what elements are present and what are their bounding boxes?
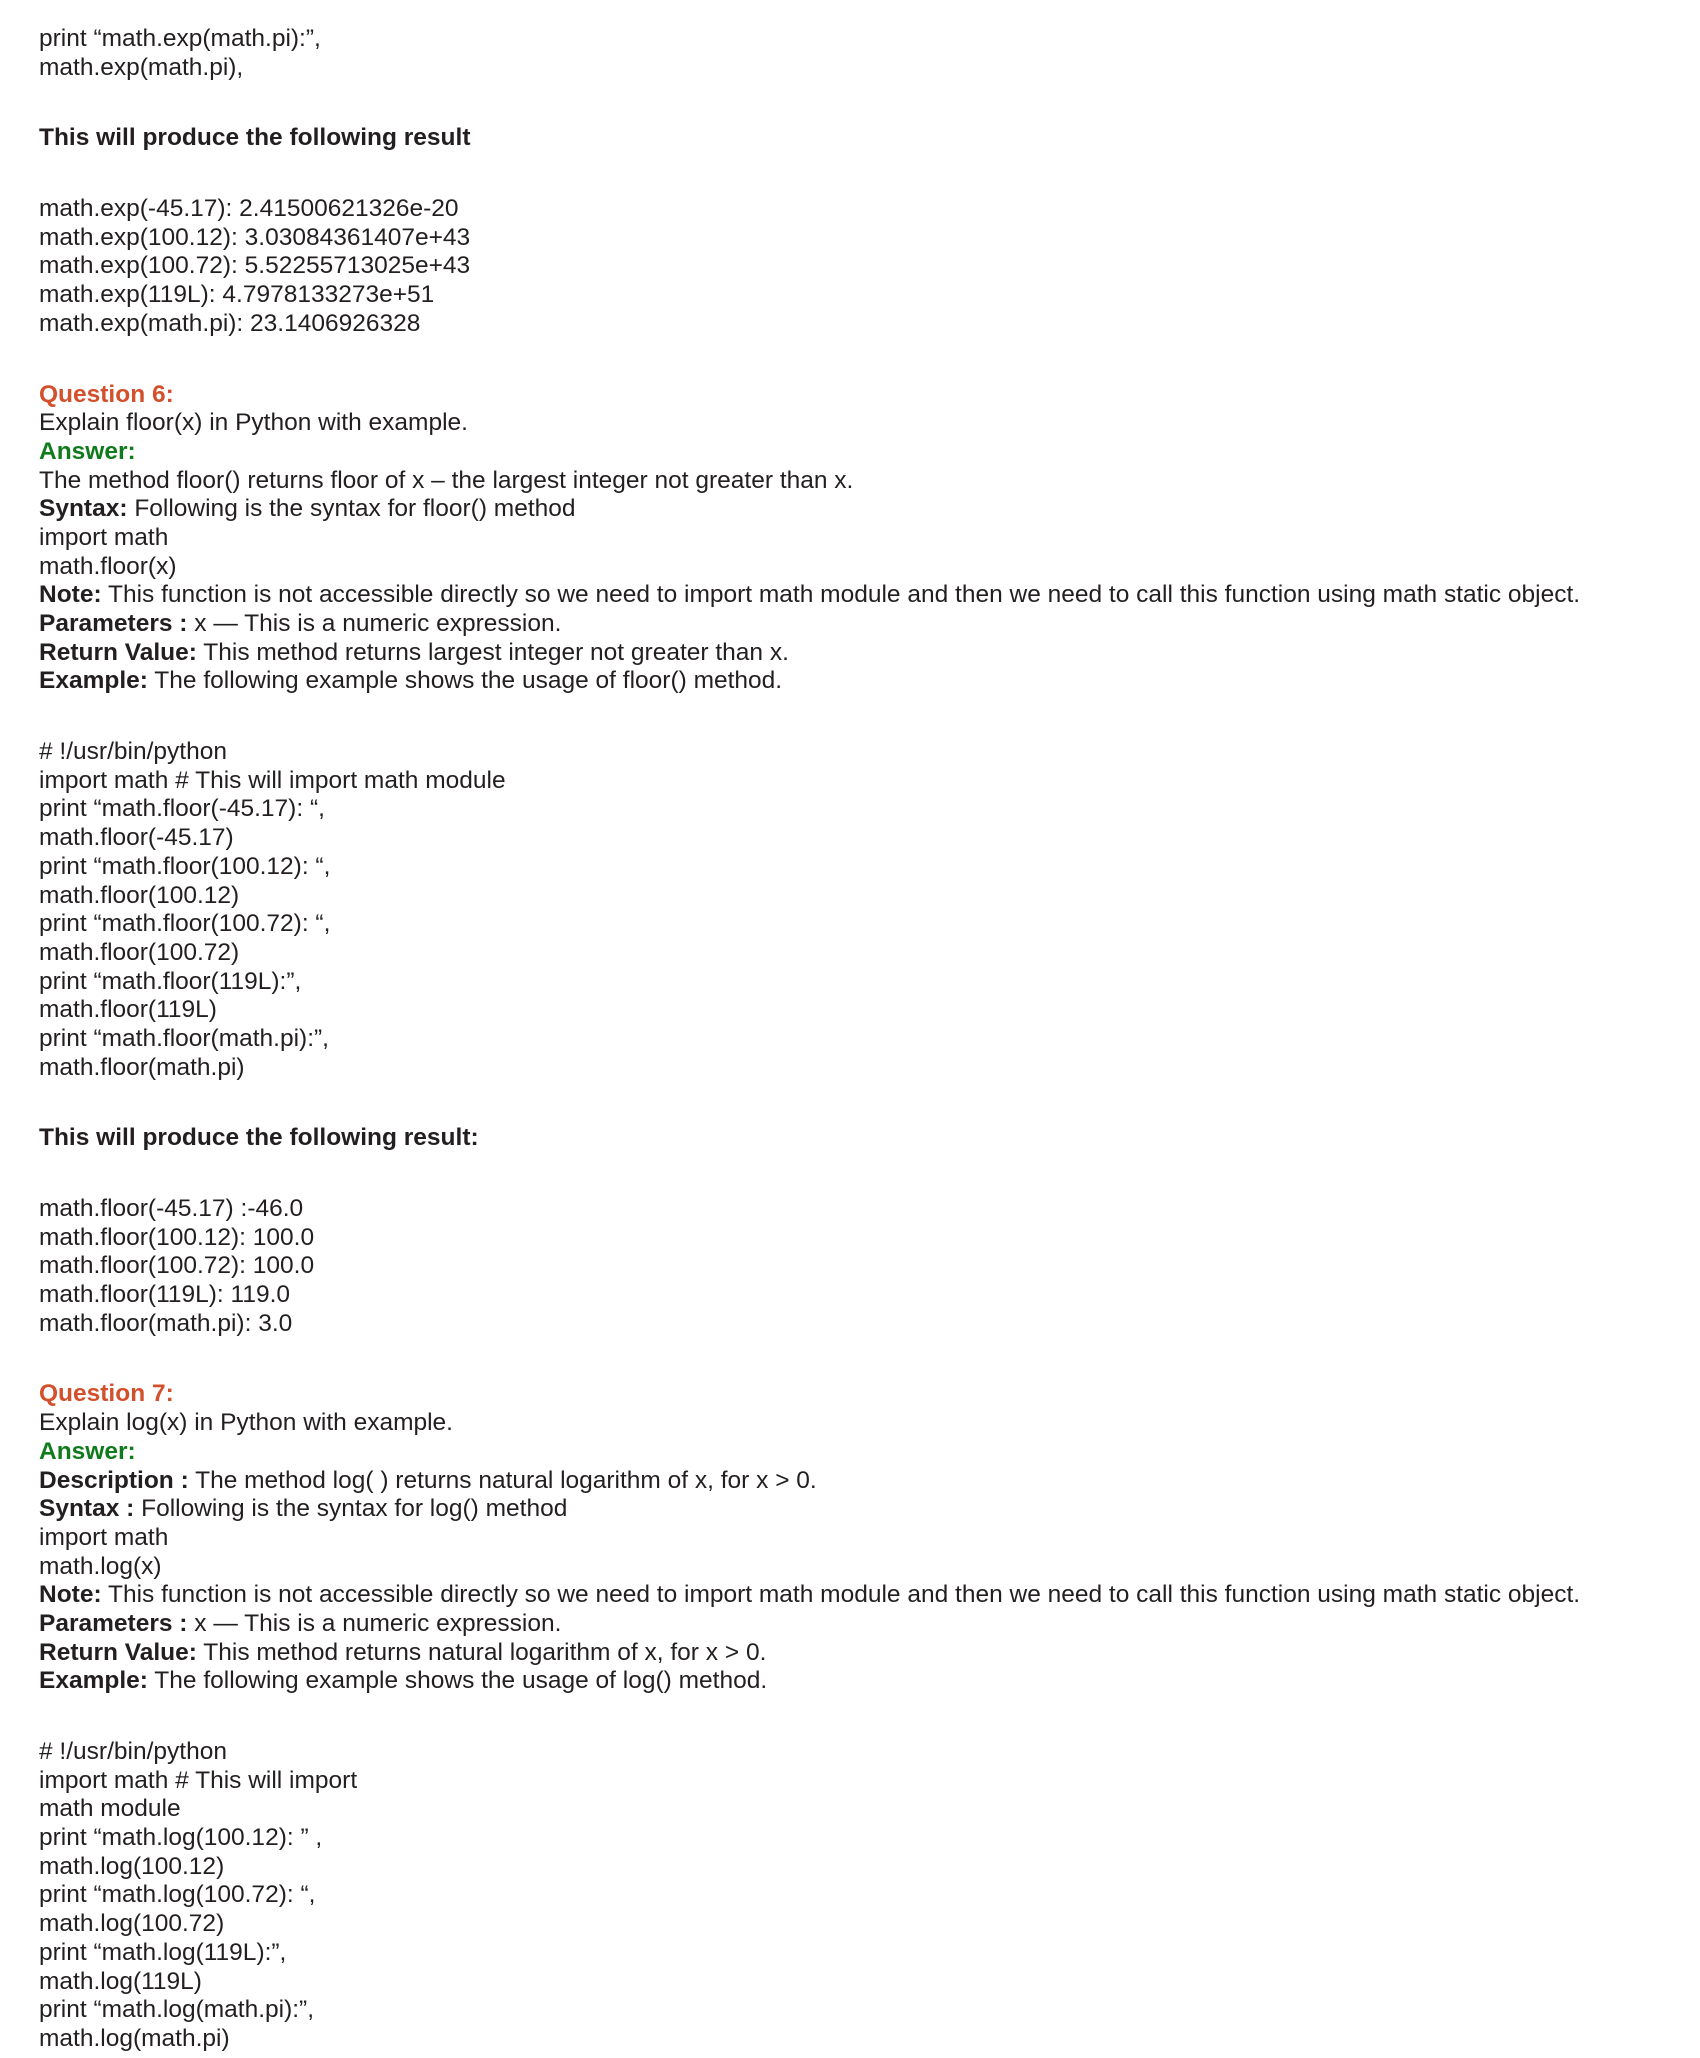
code-line: math module (39, 1795, 181, 1823)
example-label: Example: (39, 1667, 148, 1695)
note-label: Note: (39, 581, 102, 609)
code-line: print “math.floor(-45.17): “, (39, 795, 325, 823)
syntax-text: Following is the syntax for floor() method (127, 495, 576, 523)
result-line: math.floor(-45.17) :-46.0 (39, 1195, 304, 1222)
code-line: # !/usr/bin/python (39, 1738, 227, 1765)
description-text: The method log( ) returns natural logarithm of x, for x > 0. (188, 1466, 817, 1494)
return-value-text: This method returns largest integer not greater than x. (196, 638, 789, 666)
code-line: print “math.floor(100.72): “, (39, 910, 331, 938)
syntax-label: Syntax : (39, 1495, 135, 1523)
result-heading: This will produce the following result: (39, 1124, 479, 1152)
result-line: math.exp(-45.17): 2.41500621326e-20 (39, 195, 459, 223)
parameters-label: Parameters : (39, 610, 188, 637)
code-line: math.floor(math.pi) (39, 1053, 245, 1081)
code-line: math.log(100.72) (39, 1910, 225, 1938)
description-text: The method floor() returns floor of x – the largest integer not greater than x. (39, 466, 854, 494)
syntax-code-line: import math (39, 1523, 169, 1551)
code-line: print “math.floor(math.pi):”, (39, 1024, 329, 1052)
result-line: math.floor(math.pi): 3.0 (39, 1309, 293, 1337)
code-line: math.floor(-45.17) (39, 824, 234, 852)
code-line: import math # This will import math module (39, 766, 506, 794)
note-label: Note: (39, 1581, 102, 1609)
example-label: Example: (39, 667, 148, 695)
answer-label: Answer: (39, 437, 136, 465)
question-heading: Question 6: (39, 380, 174, 408)
result-line: math.exp(100.72): 5.52255713025e+43 (39, 252, 471, 280)
code-line: math.floor(100.72) (39, 938, 240, 966)
return-value-text: This method returns natural logarithm of x, for x > 0. (196, 1638, 767, 1666)
parameters-text: x — This is a numeric expression. (187, 610, 562, 637)
parameters-label: Parameters : (39, 1609, 188, 1637)
syntax-code-line: import math (39, 523, 169, 551)
result-line: math.floor(100.72): 100.0 (39, 1252, 315, 1280)
result-line: math.exp(math.pi): 23.1406926328 (39, 309, 421, 337)
code-block-exp (39, 25, 1679, 82)
code-line: print “math.log(119L):”, (39, 1938, 287, 1966)
example-line (39, 667, 1679, 696)
example-text: The following example shows the usage of floor() method. (147, 667, 783, 695)
result-line: math.floor(100.12): 100.0 (39, 1223, 315, 1251)
result-line: math.exp(119L): 4.7978133273e+51 (39, 281, 435, 309)
answer-label: Answer: (39, 1437, 136, 1465)
result-heading: This will produce the following result (39, 124, 471, 152)
syntax-label: Syntax: (39, 495, 128, 523)
result-block-exp (39, 195, 1679, 338)
syntax-text: Following is the syntax for log() method (134, 1495, 568, 1523)
result-block-floor (39, 1195, 1679, 1338)
code-line: print “math.log(100.72): “, (39, 1881, 316, 1909)
description-line (39, 1467, 1679, 1496)
syntax-code-line: math.log(x) (39, 1552, 162, 1580)
code-line: print “math.floor(100.12): “, (39, 852, 331, 880)
return-value-label: Return Value: (39, 1638, 197, 1666)
parameters-line (39, 610, 1679, 639)
code-block-log (39, 1738, 1679, 2054)
note-text: This function is not accessible directly so we need to import math module and then we need to call this function using math static object. (101, 1581, 1581, 1609)
note-line (39, 1581, 1679, 1610)
question-heading: Question 7: (39, 1380, 174, 1408)
code-line: import math # This will import (39, 1766, 358, 1794)
example-text: The following example shows the usage of log() method. (147, 1667, 768, 1695)
code-line: math.exp(math.pi), (39, 53, 244, 81)
question-6-section (39, 381, 1679, 1339)
document-page (39, 25, 1679, 2054)
result-line: math.floor(119L): 119.0 (39, 1281, 291, 1309)
code-block-floor (39, 738, 1679, 1082)
code-line: math.log(100.12) (39, 1852, 225, 1880)
example-line (39, 1667, 1679, 1696)
code-line: math.floor(100.12) (39, 881, 240, 909)
description-label: Description : (39, 1466, 189, 1494)
code-line: print “math.exp(math.pi):”, (39, 25, 321, 52)
syntax-code-line: math.floor(x) (39, 552, 177, 580)
note-line (39, 581, 1679, 610)
code-line: print “math.log(math.pi):”, (39, 1996, 315, 2024)
parameters-line (39, 1610, 1679, 1639)
code-line: math.log(119L) (39, 1967, 202, 1995)
return-value-label: Return Value: (39, 638, 197, 666)
return-value-line (39, 1639, 1679, 1668)
code-line: print “math.floor(119L):”, (39, 967, 302, 995)
code-line: # !/usr/bin/python (39, 738, 227, 766)
question-text: Explain log(x) in Python with example. (39, 1409, 453, 1437)
syntax-line (39, 1495, 1679, 1524)
note-text: This function is not accessible directly so we need to import math module and then we need to call this function using math static object. (101, 581, 1581, 609)
question-text: Explain floor(x) in Python with example. (39, 409, 468, 437)
result-line: math.exp(100.12): 3.03084361407e+43 (39, 223, 471, 251)
code-line: math.floor(119L) (39, 996, 217, 1024)
question-7-section (39, 1380, 1679, 2053)
code-line: print “math.log(100.12): ” , (39, 1824, 323, 1852)
syntax-line (39, 495, 1679, 524)
parameters-text: x — This is a numeric expression. (187, 1609, 562, 1637)
code-line: math.log(math.pi) (39, 2024, 230, 2052)
return-value-line (39, 639, 1679, 668)
